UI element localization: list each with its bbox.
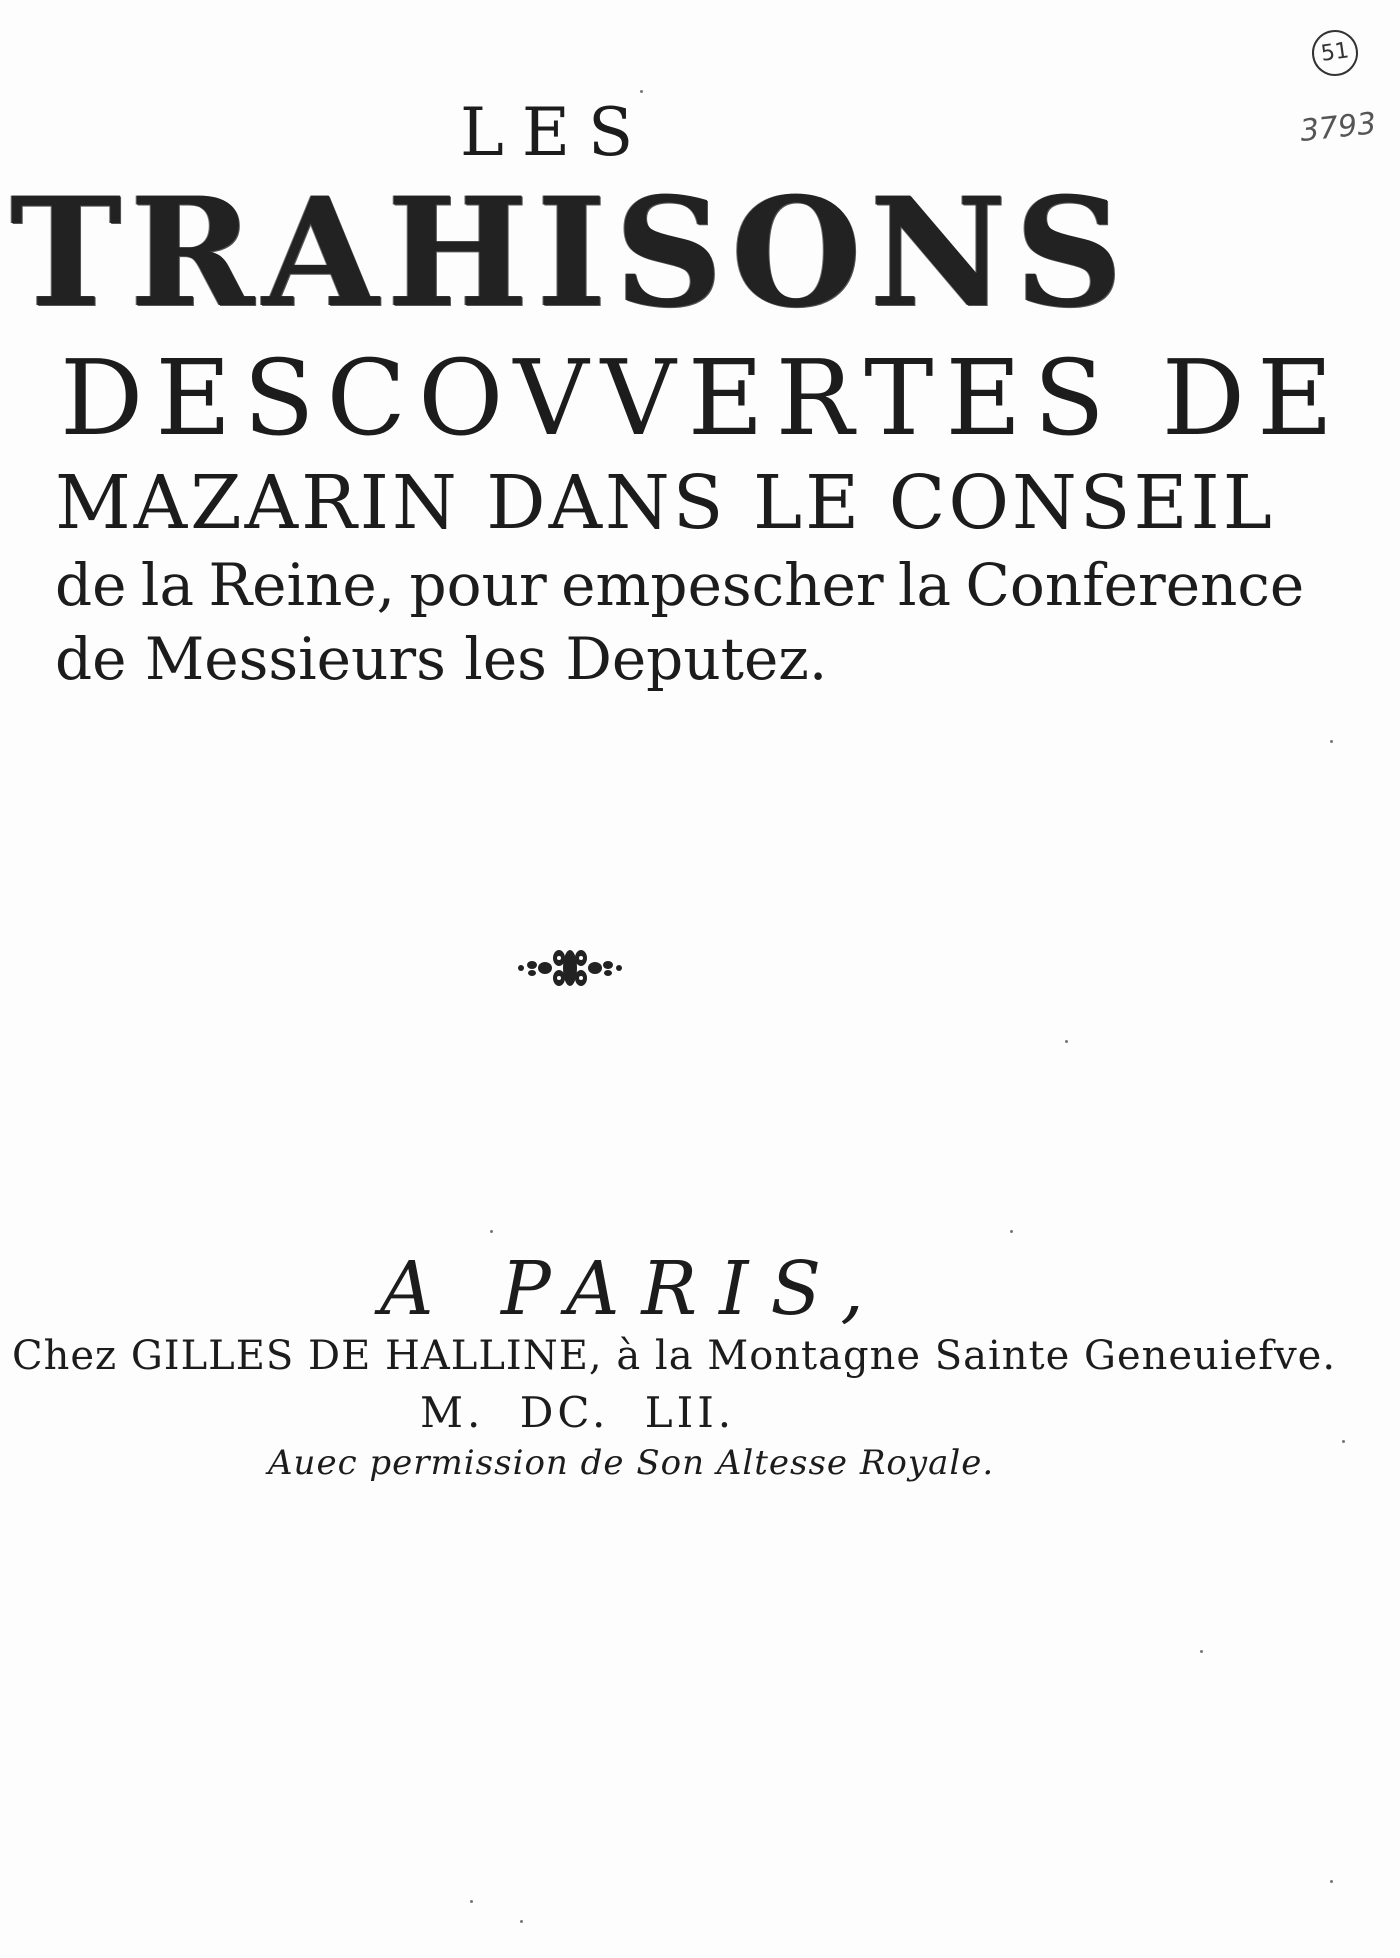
paper-speck <box>1200 1650 1203 1653</box>
title-line-trahisons: TRAHISONS <box>10 165 1131 341</box>
margin-shelfmark: 3793 <box>1298 106 1378 149</box>
paper-speck <box>1065 1040 1068 1043</box>
paper-speck <box>490 1230 493 1233</box>
paper-speck <box>1342 1440 1345 1443</box>
paper-speck <box>640 90 643 93</box>
paper-speck <box>520 1920 523 1923</box>
title-line-descouvertes: DESCOVVERTES DE <box>60 337 1346 459</box>
imprint-printer: Chez GILLES DE HALLINE, à la Montagne Sainte Geneuiefve. <box>12 1333 1337 1379</box>
imprint-year: M. DC. LII. <box>420 1388 736 1437</box>
paper-speck <box>1330 1880 1333 1883</box>
imprint-permission: Auec permission de Son Altesse Royale. <box>268 1443 995 1483</box>
fleuron-ornament-icon <box>515 946 625 990</box>
imprint-place: A PARIS, <box>380 1246 886 1332</box>
paper-speck <box>1010 1230 1013 1233</box>
paper-speck <box>1330 740 1333 743</box>
margin-circled-number: 51 <box>1309 27 1361 79</box>
paper-speck <box>470 1900 473 1903</box>
title-line-les: LES <box>460 94 652 171</box>
title-line-mazarin: MAZARIN DANS LE CONSEIL <box>55 460 1275 546</box>
title-line-reine: de la Reine, pour empescher la Conference <box>55 551 1305 619</box>
title-line-messieurs: de Messieurs les Deputez. <box>55 625 828 693</box>
